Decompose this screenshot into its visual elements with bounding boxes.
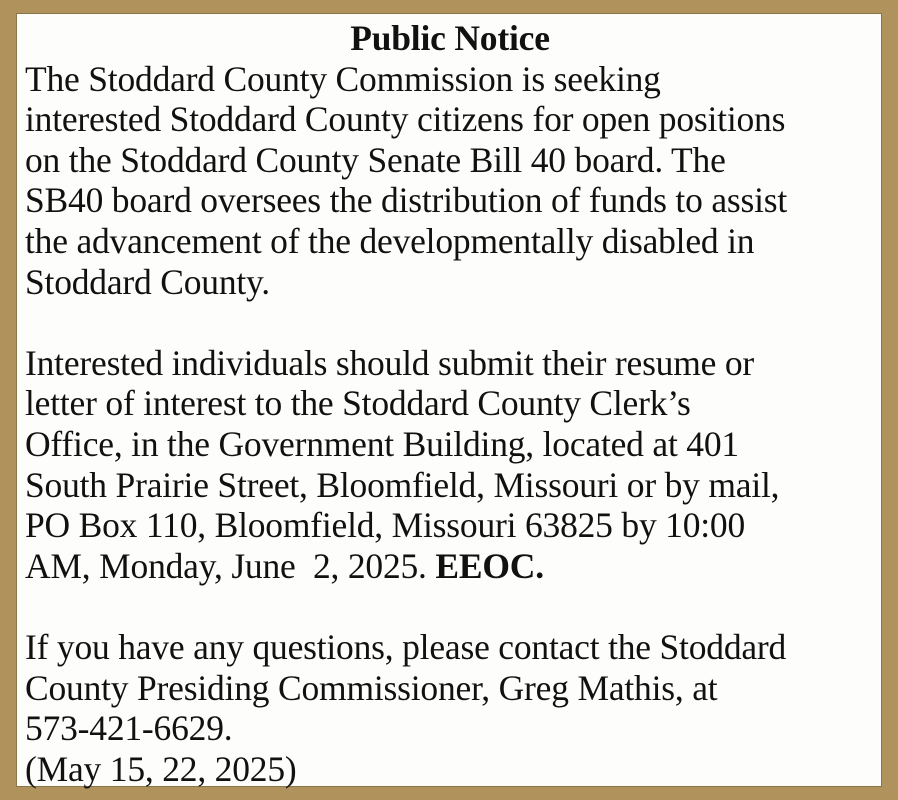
text-line: South Prairie Street, Bloomfield, Missouri or by mail, xyxy=(25,464,780,505)
text-line: Interested individuals should submit their resume or xyxy=(25,342,755,383)
paragraph-submission-instructions xyxy=(25,343,875,587)
text-line: Office, in the Government Building, located at 401 xyxy=(25,423,739,464)
eeoc-label: EEOC. xyxy=(435,545,544,586)
text-line: letter of interest to the Stoddard County Clerk’s xyxy=(25,383,691,424)
text-line: interested Stoddard County citizens for open positions xyxy=(25,99,786,140)
text-line: If you have any questions, please contact the Stoddard xyxy=(25,626,787,667)
text-line: the advancement of the developmentally disabled in xyxy=(25,220,755,261)
paragraph-contact xyxy=(25,627,875,789)
paragraph-spacer xyxy=(25,586,875,627)
paragraph-spacer xyxy=(25,302,875,343)
paragraph-commission-seeking xyxy=(25,59,875,303)
text-line: County Presiding Commissioner, Greg Mathis, at xyxy=(25,667,718,708)
text-line: SB40 board oversees the distribution of funds to assist xyxy=(25,180,788,221)
notice-frame xyxy=(16,13,882,787)
text-line: The Stoddard County Commission is seeking xyxy=(25,58,661,99)
text-line: Stoddard County. xyxy=(25,261,270,302)
phone-number: 573-421-6629. xyxy=(25,708,233,749)
public-notice xyxy=(25,18,875,789)
text-line: PO Box 110, Bloomfield, Missouri 63825 by 10:00 xyxy=(25,505,746,546)
text-line-deadline xyxy=(25,546,875,587)
notice-title: Public Notice xyxy=(350,18,550,58)
deadline-text: AM, Monday, June 2, 2025. xyxy=(25,545,436,586)
publication-dates: (May 15, 22, 2025) xyxy=(25,748,297,789)
text-line: on the Stoddard County Senate Bill 40 board. The xyxy=(25,139,726,180)
